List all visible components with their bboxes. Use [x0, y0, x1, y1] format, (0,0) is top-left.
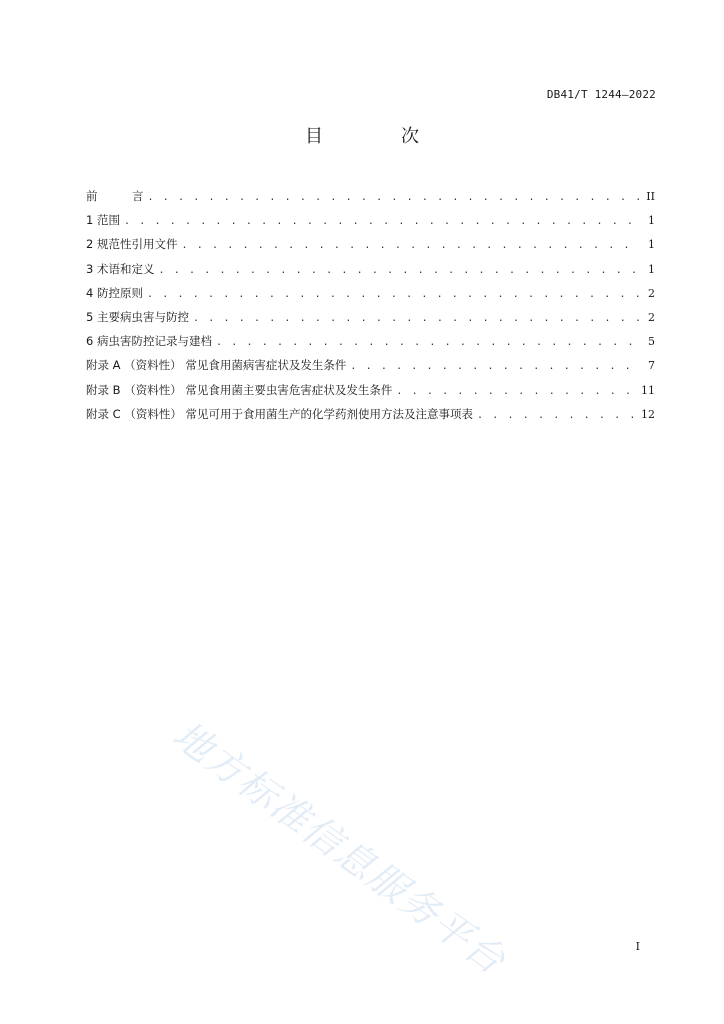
- toc-entry-page: 7: [648, 359, 655, 373]
- toc-entry-page: 2: [648, 286, 655, 300]
- toc-entry-appendix-a[interactable]: [86, 354, 655, 378]
- toc-entry-page: 1: [648, 238, 655, 252]
- table-of-contents: [86, 185, 655, 427]
- toc-entry-records[interactable]: [86, 330, 655, 354]
- toc-entry-label: 前 言: [86, 189, 144, 203]
- toc-entry-scope[interactable]: [86, 209, 655, 233]
- toc-leader-dots: [124, 211, 641, 233]
- toc-entry-label: 2 规范性引用文件: [86, 237, 178, 252]
- watermark: 地方标准信息服务平台: [165, 712, 515, 984]
- toc-leader-dots: [477, 405, 637, 427]
- toc-entry-label: 4 防控原则: [86, 285, 143, 300]
- toc-leader-dots: [350, 356, 641, 378]
- toc-entry-principles[interactable]: [86, 282, 655, 306]
- toc-entry-page: 1: [648, 214, 655, 228]
- page-number: I: [635, 940, 640, 953]
- toc-entry-page: 2: [648, 310, 655, 324]
- toc-entry-label: 附录 C （资料性） 常见可用于食用菌生产的化学药剂使用方法及注意事项表: [86, 406, 473, 421]
- toc-leader-dots: [216, 332, 641, 354]
- toc-leader-dots: [147, 284, 641, 306]
- toc-leader-dots: [193, 308, 641, 330]
- toc-entry-appendix-b[interactable]: [86, 379, 655, 403]
- toc-entry-label: 1 范围: [86, 213, 120, 228]
- toc-entry-normative-references[interactable]: [86, 233, 655, 257]
- toc-entry-page: II: [646, 190, 655, 203]
- toc-entry-label: 3 术语和定义: [86, 261, 155, 276]
- toc-entry-page: 12: [641, 407, 655, 421]
- toc-leader-dots: [148, 187, 642, 209]
- toc-leader-dots: [396, 381, 637, 403]
- toc-entry-page: 1: [648, 262, 655, 276]
- toc-entry-foreword[interactable]: [86, 185, 655, 209]
- document-code: DB41/T 1244—2022: [546, 88, 656, 101]
- toc-entry-page: 11: [641, 383, 655, 397]
- toc-entry-label: 附录 A （资料性） 常见食用菌病害症状及发生条件: [86, 358, 347, 373]
- toc-leader-dots: [158, 260, 641, 282]
- toc-entry-pests-control[interactable]: [86, 306, 655, 330]
- toc-title: 目 次: [305, 126, 449, 147]
- toc-entry-appendix-c[interactable]: [86, 403, 655, 427]
- toc-entry-label: 附录 B （资料性） 常见食用菌主要虫害危害症状及发生条件: [86, 382, 393, 397]
- toc-leader-dots: [181, 235, 641, 257]
- toc-entry-label: 5 主要病虫害与防控: [86, 309, 189, 324]
- toc-entry-page: 5: [648, 335, 655, 349]
- toc-entry-label: 6 病虫害防控记录与建档: [86, 334, 212, 349]
- toc-entry-terms[interactable]: [86, 258, 655, 282]
